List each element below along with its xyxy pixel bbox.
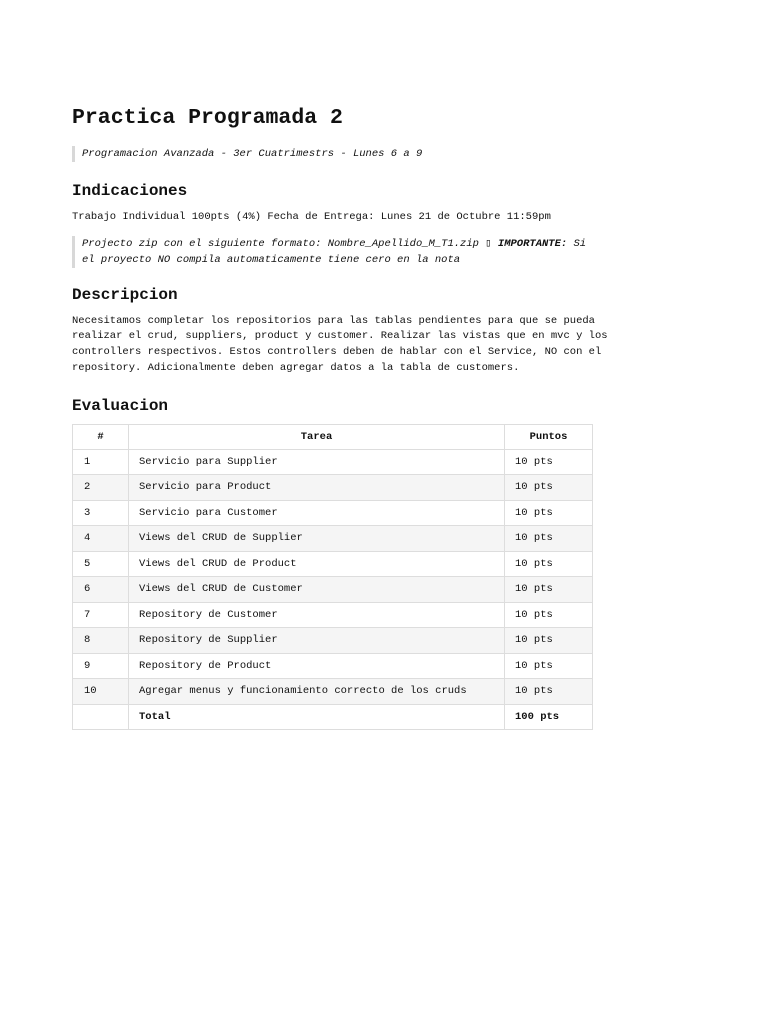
table-row [73, 628, 593, 654]
row-num: 10 [73, 679, 129, 705]
row-task: Servicio para Supplier [129, 449, 505, 475]
total-label: Total [129, 704, 505, 730]
table-row [73, 679, 593, 705]
table-row [73, 653, 593, 679]
row-task: Repository de Product [129, 653, 505, 679]
row-task: Views del CRUD de Customer [129, 577, 505, 603]
header-num: # [73, 424, 129, 449]
indicaciones-note [72, 236, 602, 268]
row-points: 10 pts [505, 551, 593, 577]
table-row [73, 577, 593, 603]
row-num: 4 [73, 526, 129, 552]
row-task: Servicio para Product [129, 475, 505, 501]
row-num: 7 [73, 602, 129, 628]
table-header-row [73, 424, 593, 449]
row-points: 10 pts [505, 602, 593, 628]
header-points: Puntos [505, 424, 593, 449]
row-points: 10 pts [505, 577, 593, 603]
table-row [73, 602, 593, 628]
row-task: Agregar menus y funcionamiento correcto de los cruds [129, 679, 505, 705]
table-row [73, 449, 593, 475]
row-task: Repository de Supplier [129, 628, 505, 654]
indicaciones-text: Trabajo Individual 100pts (4%) Fecha de Entrega: Lunes 21 de Octubre 11:59pm [72, 211, 551, 223]
row-points: 10 pts [505, 449, 593, 475]
row-task: Views del CRUD de Supplier [129, 526, 505, 552]
row-num: 1 [73, 449, 129, 475]
row-points: 10 pts [505, 679, 593, 705]
evaluation-table [72, 424, 593, 731]
row-num: 6 [73, 577, 129, 603]
total-points: 100 pts [505, 704, 593, 730]
subtitle-quote: Programacion Avanzada - 3er Cuatrimestrs - Lunes 6 a 9 [72, 146, 696, 162]
descripcion-heading: Descripcion [72, 285, 178, 304]
table-row [73, 475, 593, 501]
row-points: 10 pts [505, 500, 593, 526]
page-title: Practica Programada 2 [72, 106, 343, 130]
row-num: 2 [73, 475, 129, 501]
row-num: 8 [73, 628, 129, 654]
table-row [73, 500, 593, 526]
total-num-cell [73, 704, 129, 730]
table-total-row [73, 704, 593, 730]
row-num: 3 [73, 500, 129, 526]
table-row [73, 526, 593, 552]
row-points: 10 pts [505, 526, 593, 552]
note-suffix: Si el proyecto NO compila automaticamente tiene cero en la nota [82, 237, 587, 266]
indicaciones-heading: Indicaciones [72, 182, 188, 200]
row-task: Views del CRUD de Product [129, 551, 505, 577]
row-task: Repository de Customer [129, 602, 505, 628]
row-task: Servicio para Customer [129, 500, 505, 526]
row-num: 9 [73, 653, 129, 679]
row-points: 10 pts [505, 653, 593, 679]
note-prefix: Projecto zip con el siguiente formato: Nombre_Apellido_M_T1.zip ▯ [82, 237, 498, 250]
row-points: 10 pts [505, 628, 593, 654]
table-row [73, 551, 593, 577]
descripcion-text: Necesitamos completar los repositorios para las tablas pendientes para que se pueda realizar el crud, suppliers, product y customer. Realizar las vistas que en mvc y los controllers respectivos. Estos controllers deben de hablar con el Service, NO con el repository. Adicionalmente deben agregar datos a la tabla de customers. [72, 314, 608, 374]
header-task: Tarea [129, 424, 505, 449]
row-points: 10 pts [505, 475, 593, 501]
note-important: IMPORTANTE: [497, 237, 568, 250]
row-num: 5 [73, 551, 129, 577]
evaluacion-heading: Evaluacion [72, 396, 169, 415]
